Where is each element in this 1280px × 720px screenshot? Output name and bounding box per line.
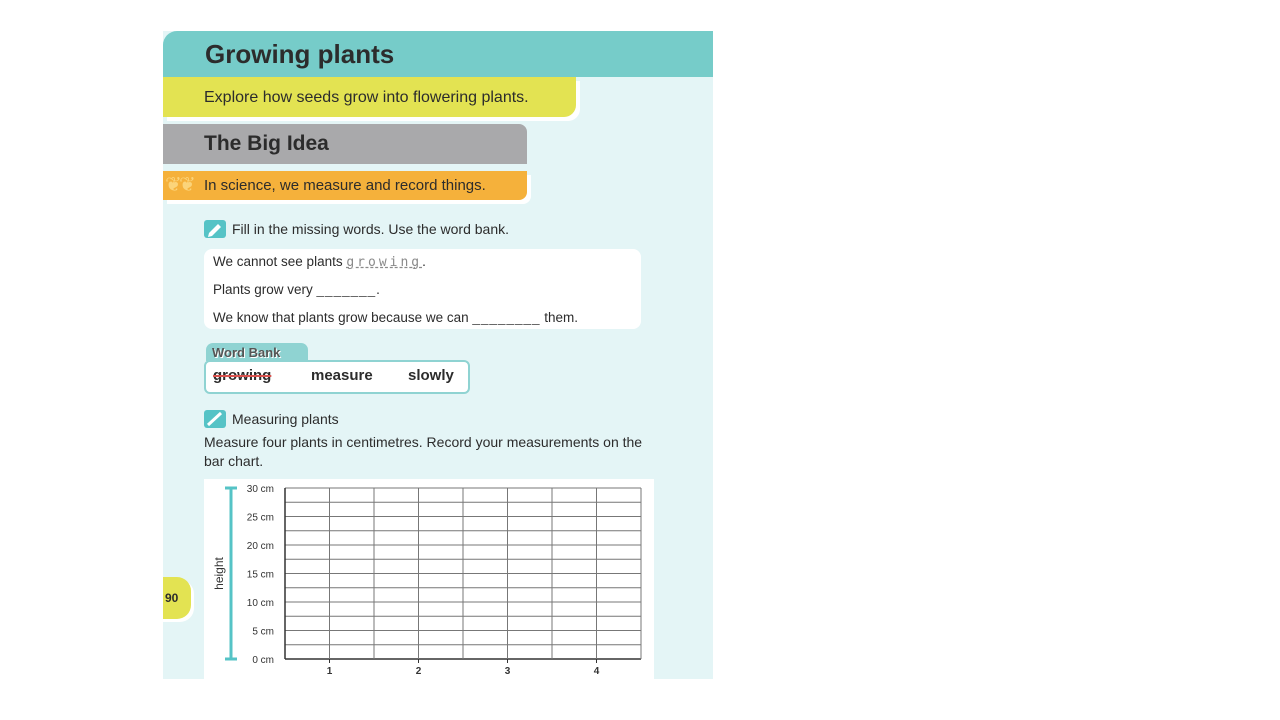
pencil-icon: [204, 220, 226, 238]
page-number: 90: [165, 591, 179, 605]
sentence-3-end: them.: [540, 310, 578, 325]
sentence-1: [213, 254, 426, 270]
measuring-instruction: Measure four plants in centimetres. Record your measurements on the bar chart.: [204, 434, 643, 469]
worksheet-page: [163, 31, 713, 679]
fill-in-box: [204, 249, 641, 329]
sentence-3: [213, 310, 578, 325]
x-tick-label: 4: [593, 666, 600, 677]
word-bank-tab: [206, 343, 308, 361]
leaf-icon: ❦: [165, 174, 182, 196]
y-tick-label: 15 cm: [246, 569, 274, 581]
bar-chart[interactable]: [204, 479, 654, 679]
answer-blank-3[interactable]: ________: [472, 310, 541, 325]
subtitle-banner: [163, 77, 576, 117]
y-tick-label: 10 cm: [246, 598, 274, 609]
sentence-1-end: .: [422, 254, 426, 269]
page-title: Growing plants: [205, 39, 395, 69]
sentence-3-text: We know that plants grow because we can: [213, 310, 473, 325]
sentence-1-text: We cannot see plants: [213, 254, 347, 269]
x-tick-label: 1: [326, 666, 333, 677]
leaf-icon: ❦: [179, 174, 196, 196]
page-number-tab: [163, 577, 191, 619]
answer-blank-2[interactable]: _______: [316, 282, 377, 297]
word-growing: growing: [213, 367, 272, 384]
big-idea-title: The Big Idea: [204, 132, 329, 155]
x-tick-label: 3: [504, 666, 511, 677]
word-bank-label: Word Bank: [212, 345, 281, 360]
word-slowly: slowly: [408, 367, 454, 384]
y-axis-label: height: [212, 557, 226, 590]
fill-in-instruction: Fill in the missing words. Use the word bank.: [232, 221, 509, 237]
x-tick-label: 2: [415, 666, 422, 677]
sentence-2: [213, 282, 380, 297]
answer-growing[interactable]: growing: [346, 255, 423, 270]
word-bank-box: [204, 360, 470, 394]
title-banner: [163, 31, 713, 77]
ruler-icon: [204, 410, 226, 428]
y-tick-label: 5 cm: [252, 626, 274, 638]
measuring-title: Measuring plants: [232, 411, 339, 427]
sentence-2-end: .: [376, 282, 380, 297]
y-tick-label: 25 cm: [246, 512, 274, 524]
bar-chart-area: [204, 479, 654, 679]
big-idea-statement-banner: [163, 171, 527, 200]
y-tick-label: 30 cm: [246, 484, 274, 495]
word-measure: measure: [311, 367, 373, 384]
sentence-2-text: Plants grow very: [213, 282, 317, 297]
subtitle-text: Explore how seeds grow into flowering plants.: [204, 89, 529, 106]
big-idea-statement: In science, we measure and record things.: [204, 177, 486, 194]
y-tick-label: 20 cm: [246, 541, 274, 552]
y-tick-label: 0 cm: [252, 655, 274, 666]
big-idea-banner: [163, 124, 527, 164]
